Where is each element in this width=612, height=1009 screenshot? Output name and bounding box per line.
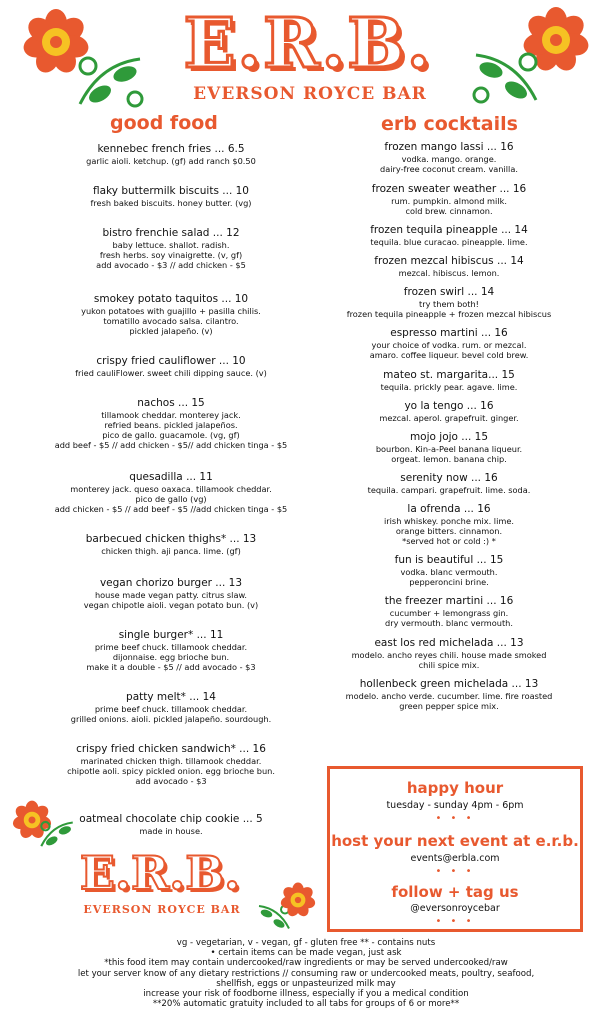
divider-dots: • • • bbox=[435, 866, 475, 877]
menu-item-description: orgeat. lemon. banana chip. bbox=[391, 454, 507, 464]
event-email[interactable]: events@erbla.com bbox=[410, 853, 500, 864]
menu-item bbox=[320, 472, 578, 495]
menu-item-description: vegan chipotle aioli. vegan potato bun. (v) bbox=[83, 600, 259, 610]
food-section-title: good food bbox=[110, 112, 218, 134]
logo-subtitle: EVERSON ROYCE BAR bbox=[193, 84, 427, 104]
menu-item-description: prime beef chuck. tillamook cheddar. bbox=[94, 642, 248, 652]
menu-item-description: yukon potatoes with guajillo + pasilla chilis. bbox=[81, 306, 261, 316]
menu-item-description: dijonnaise. egg brioche bun. bbox=[112, 652, 230, 662]
divider-dots: • • • bbox=[435, 813, 475, 824]
menu-item-description: garlic aioli. ketchup. (gf) add ranch $0.50 bbox=[86, 156, 256, 166]
menu-item bbox=[40, 293, 302, 336]
menu-item bbox=[320, 431, 578, 464]
leaf-swirl-icon bbox=[466, 40, 546, 110]
menu-item-name: frozen tequila pineapple ... 14 bbox=[370, 224, 528, 236]
menu-item-description: cold brew. cinnamon. bbox=[405, 206, 493, 216]
happy-hour-time: tuesday - sunday 4pm - 6pm bbox=[386, 800, 524, 811]
footer-line: let your server know of any dietary restrictions // consuming raw or undercooked meats, poultry, seafood, bbox=[77, 968, 535, 979]
menu-item-description: marinated chicken thigh. tillamook cheddar. bbox=[80, 756, 262, 766]
divider-dots: • • • bbox=[435, 916, 475, 927]
menu-item-description: add avocado - $3 // add chicken - $5 bbox=[96, 260, 246, 270]
menu-item bbox=[320, 637, 578, 670]
menu-item bbox=[40, 355, 302, 378]
menu-item-name: nachos ... 15 bbox=[137, 397, 205, 409]
menu-item-description: green pepper spice mix. bbox=[399, 701, 499, 711]
menu-item bbox=[40, 577, 302, 610]
menu-item-name: east los red michelada ... 13 bbox=[374, 637, 524, 649]
menu-item bbox=[40, 185, 302, 208]
menu-item-description: made in house. bbox=[139, 826, 203, 836]
menu-item bbox=[320, 255, 578, 278]
menu-item-name: frozen swirl ... 14 bbox=[403, 286, 495, 298]
menu-item-name: the freezer martini ... 16 bbox=[384, 595, 514, 607]
menu-item bbox=[40, 533, 302, 556]
menu-item-description: dairy-free coconut cream. vanilla. bbox=[380, 164, 518, 174]
menu-item-description: mezcal. aperol. grapefruit. ginger. bbox=[379, 413, 519, 423]
menu-item-description: tillamook cheddar. monterey jack. bbox=[101, 410, 241, 420]
menu-item-name: bistro frenchie salad ... 12 bbox=[102, 227, 240, 239]
menu-item-description: fried cauliFlower. sweet chili dipping sauce. (v) bbox=[75, 368, 267, 378]
menu-item-description: tequila. prickly pear. agave. lime. bbox=[380, 382, 518, 392]
menu-item-description: add avocado - $3 bbox=[135, 776, 207, 786]
logo-small: E.R.B. bbox=[79, 846, 241, 900]
flower-icon bbox=[280, 882, 316, 918]
menu-item-description: bourbon. Kin-a-Peel banana liqueur. bbox=[375, 444, 523, 454]
menu-item-name: crispy fried chicken sandwich* ... 16 bbox=[76, 743, 266, 755]
menu-item-description: tequila. blue curacao. pineapple. lime. bbox=[370, 237, 528, 247]
menu-item-name: yo la tengo ... 16 bbox=[404, 400, 494, 412]
footer-line: shellfish, eggs or unpasteurized milk may bbox=[216, 978, 396, 989]
menu-item bbox=[40, 143, 302, 166]
menu-item-description: mezcal. hibiscus. lemon. bbox=[398, 268, 500, 278]
logo: E.R.B. bbox=[183, 4, 433, 84]
menu-item bbox=[40, 397, 302, 450]
menu-item-name: mojo jojo ... 15 bbox=[409, 431, 489, 443]
menu-item-name: barbecued chicken thighs* ... 13 bbox=[85, 533, 257, 545]
menu-item-description: add beef - $5 // add chicken - $5// add chicken tinga - $5 bbox=[54, 440, 288, 450]
menu-item-description: prime beef chuck. tillamook cheddar. bbox=[94, 704, 248, 714]
menu-item-description: modelo. ancho verde. cucumber. lime. fire roasted bbox=[345, 691, 553, 701]
menu-item-description: fresh baked biscuits. honey butter. (vg) bbox=[90, 198, 252, 208]
menu-item-description: pico de gallo (vg) bbox=[135, 494, 207, 504]
leaf-swirl-icon bbox=[70, 44, 150, 114]
footer-line: **20% automatic gratuity included to all tabs for groups of 6 or more** bbox=[152, 999, 460, 1009]
menu-item bbox=[320, 141, 578, 174]
menu-item-description: baby lettuce. shallot. radish. bbox=[112, 240, 230, 250]
menu-item-name: serenity now ... 16 bbox=[400, 472, 498, 484]
menu-item-name: oatmeal chocolate chip cookie ... 5 bbox=[79, 813, 263, 825]
food-list bbox=[40, 143, 302, 836]
footer-notes bbox=[40, 938, 572, 1009]
menu-item-name: hollenbeck green michelada ... 13 bbox=[359, 678, 539, 690]
menu-item bbox=[320, 678, 578, 711]
menu-item-description: vodka. mango. orange. bbox=[401, 154, 497, 164]
menu-item bbox=[320, 503, 578, 546]
menu-item-description: rum. pumpkin. almond milk. bbox=[391, 196, 507, 206]
menu-item-description: monterey jack. queso oaxaca. tillamook cheddar. bbox=[70, 484, 272, 494]
menu-item-description: make it a double - $5 // add avocado - $3 bbox=[86, 662, 256, 672]
menu-item-description: modelo. ancho reyes chili. house made smoked bbox=[351, 650, 547, 660]
menu-item-description: fresh herbs. soy vinaigrette. (v, gf) bbox=[99, 250, 243, 260]
menu-item-name: kennebec french fries ... 6.5 bbox=[97, 143, 245, 155]
social-handle[interactable]: @eversonroycebar bbox=[410, 903, 500, 914]
menu-item bbox=[320, 286, 578, 319]
menu-item bbox=[320, 224, 578, 247]
menu-item-name: frozen mango lassi ... 16 bbox=[384, 141, 514, 153]
menu-item-description: frozen tequila pineapple + frozen mezcal hibiscus bbox=[346, 309, 552, 319]
menu-item bbox=[40, 629, 302, 672]
menu-item bbox=[320, 327, 578, 360]
menu-item-name: smokey potato taquitos ... 10 bbox=[93, 293, 249, 305]
menu-item-name: frozen sweater weather ... 16 bbox=[371, 183, 527, 195]
menu-item-name: single burger* ... 11 bbox=[118, 629, 224, 641]
menu-item-name: crispy fried cauliflower ... 10 bbox=[96, 355, 246, 367]
menu-item-name: la ofrenda ... 16 bbox=[407, 503, 491, 515]
menu-item-description: chipotle aoli. spicy pickled onion. egg brioche bun. bbox=[67, 766, 275, 776]
menu-item-description: house made vegan patty. citrus slaw. bbox=[94, 590, 248, 600]
menu-item bbox=[40, 813, 302, 836]
menu-item bbox=[320, 595, 578, 628]
menu-item-description: pepperoncini brine. bbox=[409, 577, 489, 587]
menu-item-description: add chicken - $5 // add beef - $5 //add chicken tinga - $5 bbox=[54, 504, 288, 514]
promo-box bbox=[327, 766, 583, 932]
menu-item-description: pico de gallo. guacamole. (vg, gf) bbox=[102, 430, 240, 440]
logo-small-subtitle: EVERSON ROYCE BAR bbox=[83, 903, 241, 916]
menu-item bbox=[40, 743, 302, 786]
menu-item-name: flaky buttermilk biscuits ... 10 bbox=[93, 185, 249, 197]
menu-item-description: your choice of vodka. rum. or mezcal. bbox=[371, 340, 527, 350]
follow-title: follow + tag us bbox=[391, 883, 519, 901]
menu-item bbox=[320, 183, 578, 216]
menu-item bbox=[40, 691, 302, 724]
menu-item-description: chicken thigh. aji panca. lime. (gf) bbox=[101, 546, 241, 556]
footer-line: increase your risk of foodborne illness, especially if you a medical condition bbox=[143, 989, 469, 1000]
menu-item-name: espresso martini ... 16 bbox=[390, 327, 508, 339]
menu-item-description: chili spice mix. bbox=[418, 660, 480, 670]
menu-item-name: mateo st. margarita... 15 bbox=[383, 369, 515, 381]
cocktail-list bbox=[320, 141, 578, 711]
menu-item-description: tomatillo avocado salsa. cilantro. bbox=[103, 316, 239, 326]
menu-item bbox=[320, 369, 578, 392]
menu-item-description: pickled jalapeño. (v) bbox=[129, 326, 213, 336]
menu-item bbox=[40, 471, 302, 514]
menu-item-description: irish whiskey. ponche mix. lime. bbox=[384, 516, 514, 526]
menu-item-description: grilled onions. aioli. pickled jalapeño. sourdough. bbox=[70, 714, 272, 724]
menu-item-description: dry vermouth. blanc vermouth. bbox=[385, 618, 513, 628]
menu-item-name: quesadilla ... 11 bbox=[129, 471, 213, 483]
event-title: host your next event at e.r.b. bbox=[331, 832, 579, 850]
menu-item-description: orange bitters. cinnamon. bbox=[395, 526, 503, 536]
menu-item-description: amaro. coffee liqueur. bevel cold brew. bbox=[369, 350, 529, 360]
menu-item bbox=[320, 400, 578, 423]
menu-item-name: fun is beautiful ... 15 bbox=[394, 554, 504, 566]
menu-item-description: tequila. campari. grapefruit. lime. soda. bbox=[367, 485, 531, 495]
menu-item-name: vegan chorizo burger ... 13 bbox=[99, 577, 243, 589]
menu-item-description: try them both! bbox=[419, 299, 479, 309]
cocktails-section-title: erb cocktails bbox=[381, 113, 518, 135]
menu-item-name: patty melt* ... 14 bbox=[126, 691, 216, 703]
footer-line: vg - vegetarian, v - vegan, gf - gluten free ** - contains nuts bbox=[176, 938, 436, 948]
menu-item bbox=[40, 227, 302, 270]
happy-hour-title: happy hour bbox=[406, 779, 504, 797]
menu-item-name: frozen mezcal hibiscus ... 14 bbox=[374, 255, 524, 267]
menu-item-description: refried beans. pickled jalapeños. bbox=[104, 420, 238, 430]
footer-line: *this food item may contain undercooked/raw ingredients or may be served undercooked/raw bbox=[104, 958, 508, 969]
menu-item-description: vodka. blanc vermouth. bbox=[400, 567, 498, 577]
menu-item-description: *served hot or cold :) * bbox=[402, 536, 496, 546]
footer-line: • certain items can be made vegan, just ask bbox=[210, 948, 402, 959]
menu-item bbox=[320, 554, 578, 587]
menu-item-description: cucumber + lemongrass gin. bbox=[389, 608, 509, 618]
